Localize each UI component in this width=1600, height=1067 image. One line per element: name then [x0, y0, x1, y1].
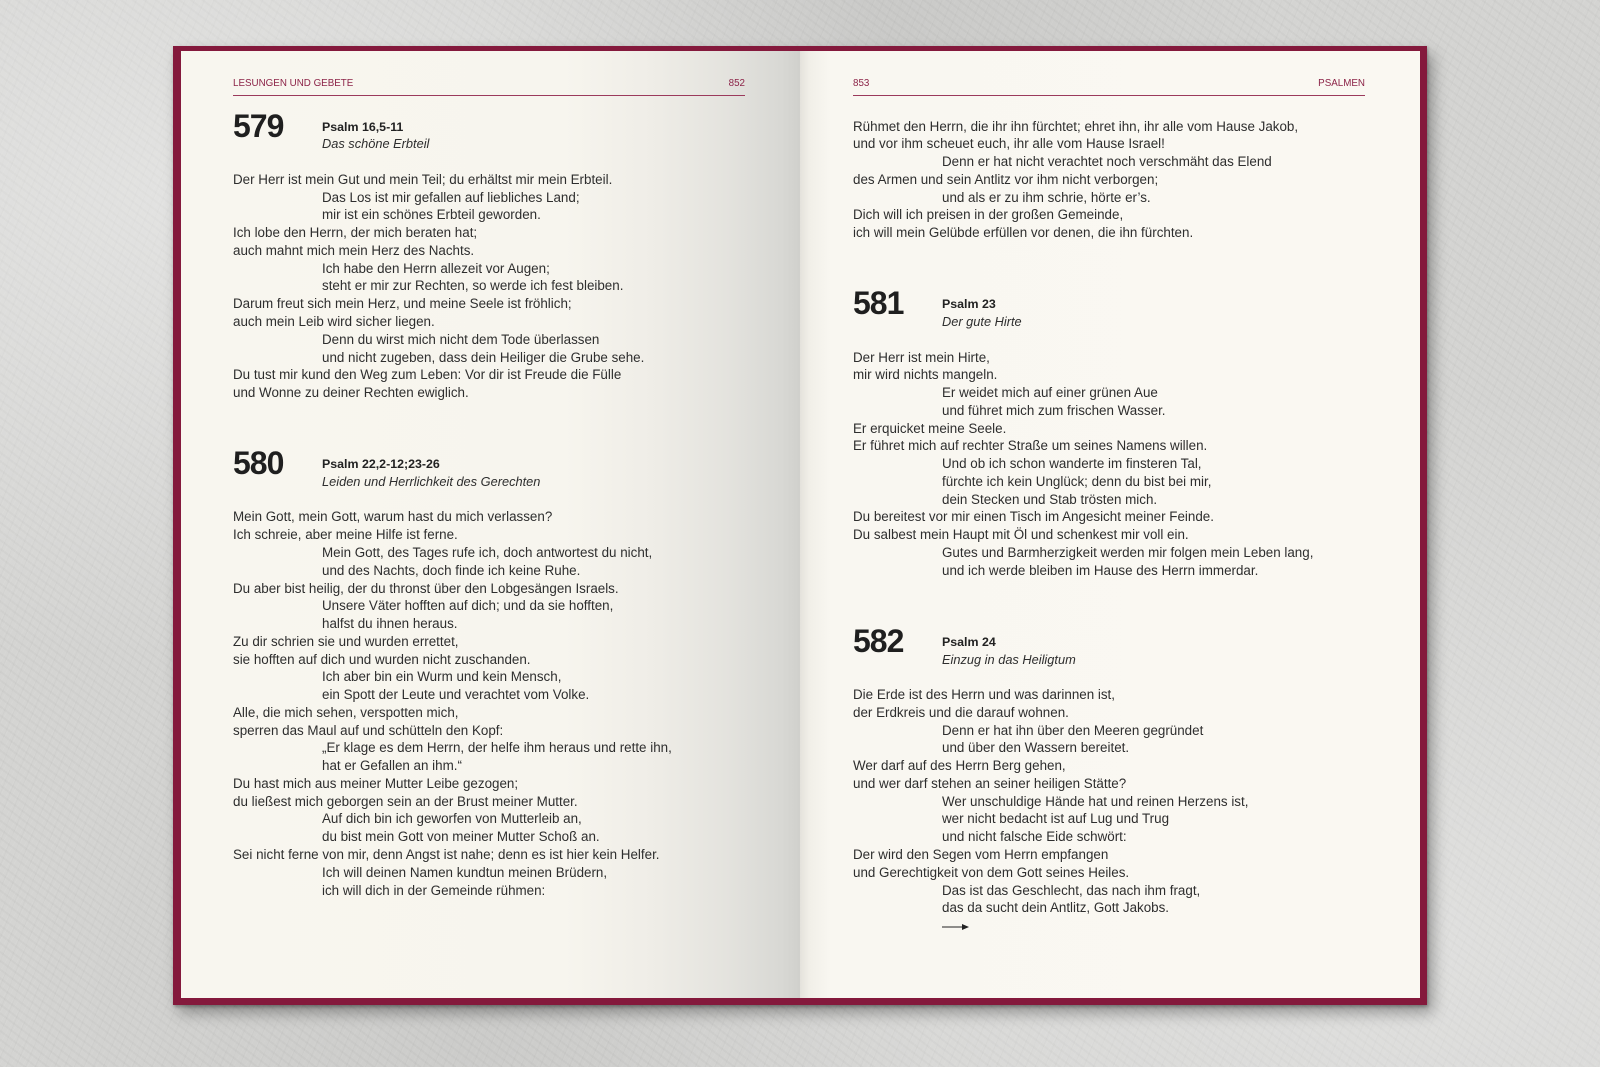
left-page-text — [233, 107, 672, 900]
psalm-title: Der gute Hirte — [942, 314, 1022, 330]
spacer — [853, 580, 1313, 633]
spacer — [853, 242, 1313, 295]
verse-line: und wer darf stehen an seiner heiligen Stätte? — [853, 775, 1127, 791]
verse-line: und vor ihm scheuet euch, ihr alle vom Hause Israel! — [853, 136, 1165, 152]
verse-line: der Erdkreis und die darauf wohnen. — [853, 704, 1069, 720]
verse-line: Auf dich bin ich geworfen von Mutterleib an, — [322, 811, 582, 827]
verse-line: Ich schreie, aber meine Hilfe ist ferne. — [233, 527, 458, 543]
long-right-arrow-icon — [942, 923, 969, 931]
verse-line: Dich will ich preisen in der großen Gemeinde, — [853, 207, 1124, 223]
verse-line: Das Los ist mir gefallen auf liebliches Land; — [322, 189, 580, 205]
verse-line: Der wird den Segen vom Herrn empfangen — [853, 846, 1109, 862]
verse-line: auch mahnt mich mein Herz des Nachts. — [233, 242, 475, 258]
verse-line: Du bereitest vor mir einen Tisch im Angesicht meiner Feinde. — [853, 509, 1214, 525]
verse-line: und ich werde bleiben im Hause des Herrn immerdar. — [942, 562, 1259, 578]
verse-line: und nicht zugeben, dass dein Heiliger die Grube sehe. — [322, 349, 645, 365]
running-head: PSALMEN — [1318, 78, 1365, 89]
verse-line: Ich habe den Herrn allezeit vor Augen; — [322, 260, 550, 276]
verse-line: Sei nicht ferne von mir, denn Angst ist nahe; denn es ist hier kein Helfer. — [233, 846, 660, 862]
verse-line: Du hast mich aus meiner Mutter Leibe gezogen; — [233, 775, 519, 791]
psalm-title: Einzug in das Heiligtum — [942, 651, 1076, 667]
verse-line: und als er zu ihm schrie, hörte er’s. — [942, 189, 1151, 205]
continues-marker — [853, 917, 1313, 935]
psalm-reference: Psalm 23 — [942, 297, 996, 312]
verse-line: sperren das Maul auf und schütteln den Kopf: — [233, 722, 504, 738]
verse-line: fürchte ich kein Unglück; denn du bist bei mir, — [942, 473, 1212, 489]
verse-line: und des Nachts, doch finde ich keine Ruhe. — [322, 562, 581, 578]
running-head: LESUNGEN UND GEBETE — [233, 78, 354, 89]
verse-line: und nicht falsche Eide schwört: — [942, 829, 1127, 845]
verse-line: Mein Gott, mein Gott, warum hast du mich verlassen? — [233, 509, 553, 525]
psalm-number: 581 — [853, 285, 904, 322]
verse-line: Alle, die mich sehen, verspotten mich, — [233, 704, 459, 720]
verse-line: ein Spott der Leute und verachtet vom Volke. — [322, 687, 590, 703]
spacer — [853, 331, 1313, 349]
verse-line: auch mein Leib wird sicher liegen. — [233, 314, 435, 330]
verse-line: halfst du ihnen heraus. — [322, 616, 458, 632]
verse-line: und führet mich zum frischen Wasser. — [942, 402, 1166, 418]
verse-line: du bist mein Gott von meiner Mutter Schoß an. — [322, 829, 600, 845]
verse-line: Rühmet den Herrn, die ihr ihn fürchtet; ehret ihn, ihr alle vom Hause Jakob, — [853, 118, 1299, 134]
verse-line: Mein Gott, des Tages rufe ich, doch antwortest du nicht, — [322, 544, 653, 560]
verse-line: Der Herr ist mein Hirte, — [853, 349, 990, 365]
verse-line: und Wonne zu deiner Rechten ewiglich. — [233, 385, 469, 401]
psalm-title: Leiden und Herrlichkeit des Gerechten — [322, 473, 541, 489]
right-page-text — [853, 118, 1313, 935]
verse-line: und über den Wassern bereitet. — [942, 740, 1130, 756]
verse-line: ich will mein Gelübde erfüllen vor denen, die ihn fürchten. — [853, 225, 1194, 241]
verse-line: mir wird nichts mangeln. — [853, 367, 998, 383]
verse-line: Gutes und Barmherzigkeit werden mir folgen mein Leben lang, — [942, 544, 1314, 560]
psalm-reference: Psalm 24 — [942, 634, 996, 649]
verse-line: Ich will deinen Namen kundtun meinen Brüdern, — [322, 864, 608, 880]
spacer — [233, 491, 672, 509]
verse-line: Wer darf auf des Herrn Berg gehen, — [853, 758, 1066, 774]
header-rule — [853, 95, 1365, 96]
verse-line: du ließest mich geborgen sein an der Brust meiner Mutter. — [233, 793, 578, 809]
verse-line: mir ist ein schönes Erbteil geworden. — [322, 207, 541, 223]
verse-line: Denn er hat nicht verachtet noch verschmäht das Elend — [942, 154, 1272, 170]
page-number: 852 — [728, 78, 745, 89]
psalm-reference: Psalm 16,5-11 — [322, 119, 404, 134]
psalm-title: Das schöne Erbteil — [322, 136, 430, 152]
verse-line: Darum freut sich mein Herz, und meine Seele ist fröhlich; — [233, 296, 572, 312]
verse-line: dein Stecken und Stab trösten mich. — [942, 491, 1158, 507]
psalm-number: 582 — [853, 622, 904, 659]
verse-line: Der Herr ist mein Gut und mein Teil; du erhältst mir mein Erbteil. — [233, 171, 613, 187]
psalm-number: 580 — [233, 445, 284, 482]
page-number: 853 — [853, 78, 870, 89]
verse-line: Er weidet mich auf einer grünen Aue — [942, 385, 1158, 401]
verse-line: „Er klage es dem Herrn, der helfe ihm heraus und rette ihn, — [322, 740, 672, 756]
verse-line: Zu dir schrien sie und wurden errettet, — [233, 633, 459, 649]
verse-line: Und ob ich schon wanderte im finsteren Tal, — [942, 456, 1202, 472]
verse-line: Du salbest mein Haupt mit Öl und schenkest mir voll ein. — [853, 527, 1189, 543]
verse-line: Er erquicket meine Seele. — [853, 420, 1007, 436]
verse-line: Du tust mir kund den Weg zum Leben: Vor dir ist Freude die Fülle — [233, 367, 622, 383]
verse-line: hat er Gefallen an ihm.“ — [322, 758, 462, 774]
verse-line: Denn er hat ihn über den Meeren gegründet — [942, 722, 1204, 738]
verse-line: des Armen und sein Antlitz vor ihm nicht verborgen; — [853, 171, 1159, 187]
verse-line: steht er mir zur Rechten, so werde ich fest bleiben. — [322, 278, 624, 294]
verse-line: Wer unschuldige Hände hat und reinen Herzens ist, — [942, 793, 1249, 809]
verse-line: ich will dich in der Gemeinde rühmen: — [322, 882, 546, 898]
verse-line: sie hofften auf dich und wurden nicht zuschanden. — [233, 651, 531, 667]
verse-line: und Gerechtigkeit von dem Gott seines Heiles. — [853, 864, 1130, 880]
verse-line: Die Erde ist des Herrn und was darinnen ist, — [853, 687, 1115, 703]
verse-line: Das ist das Geschlecht, das nach ihm fragt, — [942, 882, 1201, 898]
spacer — [233, 402, 672, 455]
verse-line: Denn du wirst mich nicht dem Tode überlassen — [322, 331, 600, 347]
verse-line: Du aber bist heilig, der du thronst über den Lobgesängen Israels. — [233, 580, 619, 596]
spacer — [233, 153, 672, 171]
verse-line: wer nicht bedacht ist auf Lug und Trug — [942, 811, 1170, 827]
verse-line: Unsere Väter hofften auf dich; und da sie hofften, — [322, 598, 614, 614]
verse-line: das da sucht dein Antlitz, Gott Jakobs. — [942, 900, 1170, 916]
psalm-number: 579 — [233, 107, 284, 144]
verse-line: Ich lobe den Herrn, der mich beraten hat; — [233, 225, 478, 241]
spacer — [853, 668, 1313, 686]
verse-line: Ich aber bin ein Wurm und kein Mensch, — [322, 669, 562, 685]
verse-line: Er führet mich auf rechter Straße um seines Namens willen. — [853, 438, 1208, 454]
header-rule — [233, 95, 745, 96]
psalm-reference: Psalm 22,2-12;23-26 — [322, 457, 440, 472]
